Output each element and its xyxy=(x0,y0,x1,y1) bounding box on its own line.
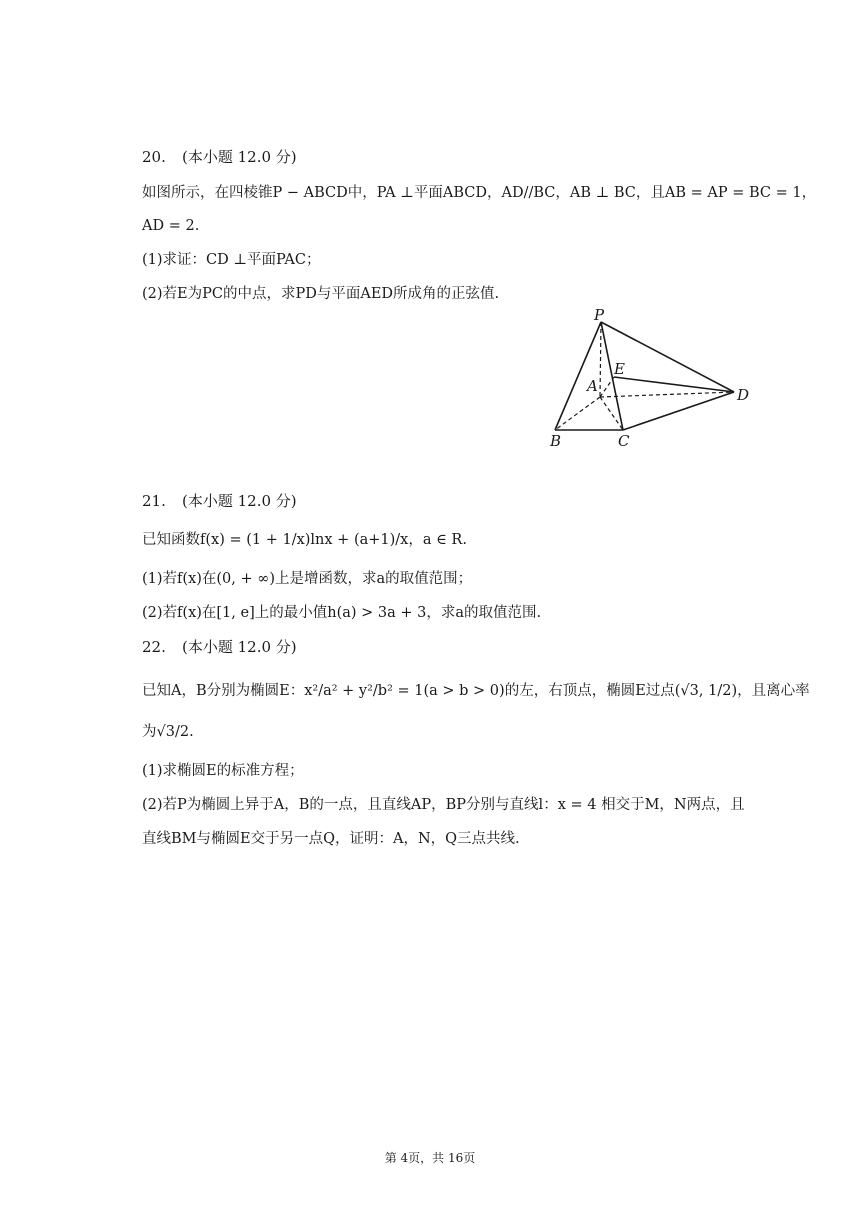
question-22-part1: (1)求椭圆E的标准方程； xyxy=(142,763,304,779)
question-20-header xyxy=(142,147,297,167)
edge-ad xyxy=(600,392,734,397)
label-d: D xyxy=(737,386,750,404)
question-score: (本小题 12.0 分) xyxy=(182,148,297,166)
label-p: P xyxy=(594,306,605,324)
label-e: E xyxy=(614,360,625,378)
question-22-header xyxy=(142,637,297,657)
segment-ed xyxy=(614,377,734,392)
label-a: A xyxy=(587,377,598,395)
question-number: 22. xyxy=(142,638,166,656)
question-22-stem-line1: 已知A，B分别为椭圆E：x²/a² + y²/b² = 1(a > b > 0)的左，右顶点，椭圆E过点(√3, 1/2)，且离心率 xyxy=(142,683,810,699)
page-footer: 第 4页，共 16页 xyxy=(384,1151,476,1165)
question-22-part2-line1: (2)若P为椭圆上异于A，B的一点，且直线AP，BP分别与直线l：x = 4 相交于M，N两点，且 xyxy=(142,797,745,813)
question-22-part2-line2: 直线BM与椭圆E交于另一点Q，证明：A，N，Q三点共线. xyxy=(142,831,520,847)
question-20-stem-line2: AD = 2. xyxy=(142,218,200,234)
question-20-stem-line1: 如图所示，在四棱锥P − ABCD中，PA ⊥平面ABCD，AD//BC，AB ⊥ BC，且AB = AP = BC = 1， xyxy=(142,185,817,201)
edge-pb xyxy=(555,322,601,430)
pyramid-figure xyxy=(540,300,765,452)
edge-pd xyxy=(601,322,734,392)
question-22-stem-line2: 为√3/2. xyxy=(142,724,194,740)
label-b: B xyxy=(550,432,562,450)
question-number: 20. xyxy=(142,148,166,166)
question-score: (本小题 12.0 分) xyxy=(182,492,297,510)
question-21-part1: (1)若f(x)在(0, + ∞)上是增函数，求a的取值范围； xyxy=(142,571,473,587)
question-20-part2: (2)若E为PC的中点，求PD与平面AED所成角的正弦值. xyxy=(142,286,500,302)
question-21-header xyxy=(142,491,297,511)
edge-cd xyxy=(623,392,734,430)
question-score: (本小题 12.0 分) xyxy=(182,638,297,656)
question-21-stem: 已知函数f(x) = (1 + 1/x)lnx + (a+1)/x，a ∈ R. xyxy=(142,532,467,548)
label-c: C xyxy=(618,432,630,450)
segment-ae xyxy=(600,377,614,397)
edge-pa xyxy=(600,322,601,397)
question-21-part2: (2)若f(x)在[1, e]上的最小值h(a) > 3a + 3，求a的取值范围. xyxy=(142,605,542,621)
question-number: 21. xyxy=(142,492,166,510)
question-20-part1: (1)求证：CD ⊥平面PAC； xyxy=(142,252,321,268)
